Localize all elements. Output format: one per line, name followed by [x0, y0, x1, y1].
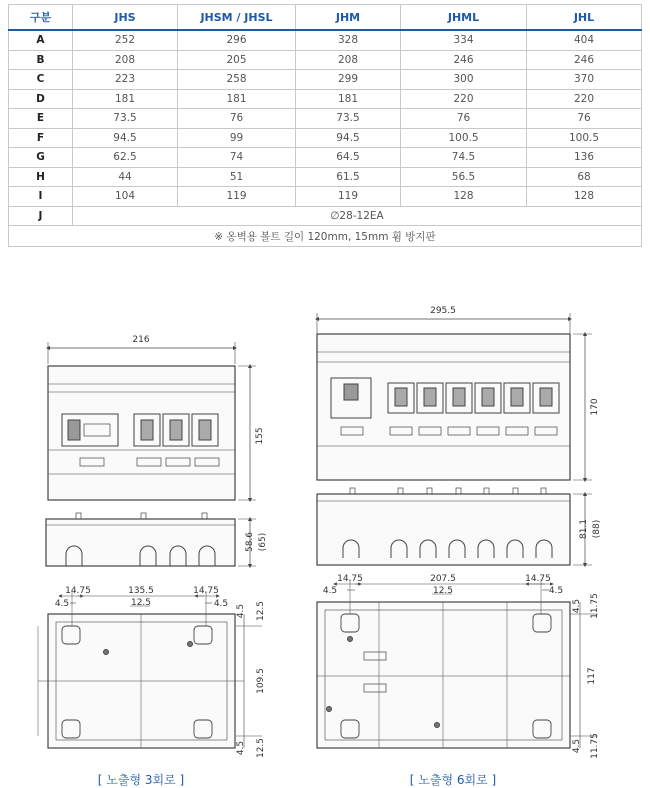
- table-note: ※ 옹벽용 볼트 길이 120mm, 15mm 휨 방지판: [9, 226, 642, 247]
- table-cell: 252: [73, 30, 178, 50]
- panel-back-view: [317, 602, 570, 748]
- table-cell: 128: [401, 187, 527, 207]
- table-cell: 62.5: [73, 148, 178, 168]
- dim-bot-a: 4.5: [236, 740, 246, 756]
- dim-top-b: 12.5: [256, 600, 266, 622]
- table-cell: 181: [296, 89, 401, 109]
- table-cell: 246: [401, 50, 527, 70]
- table-row: [9, 167, 642, 187]
- dim-slot-mid: 12.5: [432, 586, 454, 596]
- table-cell-merged: ∅28-12EA: [73, 206, 642, 226]
- table-header-row: [9, 5, 642, 31]
- dim-depth: 58.6: [245, 531, 255, 553]
- row-key: E: [9, 109, 73, 129]
- table-cell: 76: [178, 109, 296, 129]
- dim-height: 155: [255, 427, 265, 445]
- table-cell: 208: [296, 50, 401, 70]
- table-cell: 136: [527, 148, 642, 168]
- row-key: F: [9, 128, 73, 148]
- dim-top-a: 4.5: [236, 603, 246, 619]
- table-cell: 220: [401, 89, 527, 109]
- header-cell: JHSM / JHSL: [178, 5, 296, 31]
- dim-width: 295.5: [430, 306, 456, 316]
- table-cell: 73.5: [73, 109, 178, 129]
- table-cell: 128: [527, 187, 642, 207]
- dim-width: 216: [132, 335, 150, 345]
- dim-top-a: 4.5: [572, 598, 582, 614]
- table-row: [9, 89, 642, 109]
- table-cell: 76: [401, 109, 527, 129]
- table-cell: 119: [178, 187, 296, 207]
- left-drawing: [38, 342, 262, 748]
- table-cell: 258: [178, 70, 296, 90]
- table-cell: 94.5: [73, 128, 178, 148]
- table-cell: 74: [178, 148, 296, 168]
- table-row: [9, 187, 642, 207]
- dim-bot-b: 12.5: [256, 737, 266, 759]
- table-cell: 61.5: [296, 167, 401, 187]
- table-cell: 68: [527, 167, 642, 187]
- dim-hole-right: 14.75: [525, 574, 551, 584]
- table-cell: 208: [73, 50, 178, 70]
- table-cell: 334: [401, 30, 527, 50]
- caption-6-circuit: [ 노출형 6회로 ]: [409, 773, 497, 787]
- dim-vert: 109.5: [256, 668, 266, 694]
- dim-hole-right: 14.75: [193, 586, 219, 596]
- header-cell: JHS: [73, 5, 178, 31]
- row-key: B: [9, 50, 73, 70]
- row-key: H: [9, 167, 73, 187]
- table-cell: 76: [527, 109, 642, 129]
- dim-hole-left: 14.75: [65, 586, 91, 596]
- table-cell: 246: [527, 50, 642, 70]
- table-cell: 300: [401, 70, 527, 90]
- table-cell: 74.5: [401, 148, 527, 168]
- table-row: [9, 30, 642, 50]
- caption-3-circuit: [ 노출형 3회로 ]: [97, 773, 185, 787]
- row-key: J: [9, 206, 73, 226]
- table-cell: 64.5: [296, 148, 401, 168]
- table-note-row: [9, 226, 642, 247]
- table-cell: 181: [73, 89, 178, 109]
- header-cell: JHM: [296, 5, 401, 31]
- table-cell: 100.5: [527, 128, 642, 148]
- dim-bot-b: 11.75: [590, 733, 600, 759]
- dim-top-b: 11.75: [590, 593, 600, 619]
- dim-height: 170: [590, 398, 600, 416]
- dim-offset-left: 4.5: [322, 586, 338, 596]
- table-cell: 73.5: [296, 109, 401, 129]
- table-cell: 104: [73, 187, 178, 207]
- header-cell: JHML: [401, 5, 527, 31]
- row-key: D: [9, 89, 73, 109]
- dim-depth-alt: (65): [258, 532, 268, 552]
- table-cell: 296: [178, 30, 296, 50]
- table-row: [9, 70, 642, 90]
- dim-offset-left: 4.5: [54, 599, 70, 609]
- table-cell: 223: [73, 70, 178, 90]
- table-cell: 100.5: [401, 128, 527, 148]
- table-cell: 220: [527, 89, 642, 109]
- dim-slot-mid: 12.5: [130, 598, 152, 608]
- row-key: G: [9, 148, 73, 168]
- table-cell: 328: [296, 30, 401, 50]
- dim-depth: 81.1: [579, 518, 589, 540]
- header-cell: 구분: [9, 5, 73, 31]
- dim-hole-mid: 135.5: [128, 586, 154, 596]
- dim-hole-left: 14.75: [337, 574, 363, 584]
- table-cell: 99: [178, 128, 296, 148]
- table-cell: 299: [296, 70, 401, 90]
- table-row: [9, 128, 642, 148]
- table-cell: 51: [178, 167, 296, 187]
- dim-offset-right: 4.5: [213, 599, 229, 609]
- table-cell: 119: [296, 187, 401, 207]
- dim-vert: 117: [587, 667, 597, 685]
- table-cell: 94.5: [296, 128, 401, 148]
- table-cell: 181: [178, 89, 296, 109]
- table-row-j: [9, 206, 642, 226]
- row-key: I: [9, 187, 73, 207]
- row-key: A: [9, 30, 73, 50]
- panel-side-view: [317, 494, 570, 565]
- table-cell: 370: [527, 70, 642, 90]
- table-cell: 404: [527, 30, 642, 50]
- table-cell: 56.5: [401, 167, 527, 187]
- table-cell: 44: [73, 167, 178, 187]
- dim-bot-a: 4.5: [572, 738, 582, 754]
- right-drawing: [317, 313, 598, 748]
- table-cell: 205: [178, 50, 296, 70]
- dim-depth-alt: (88): [592, 519, 602, 539]
- dim-hole-mid: 207.5: [430, 574, 456, 584]
- header-cell: JHL: [527, 5, 642, 31]
- row-key: C: [9, 70, 73, 90]
- spec-table: [8, 4, 642, 247]
- table-row: [9, 148, 642, 168]
- table-row: [9, 50, 642, 70]
- table-row: [9, 109, 642, 129]
- dim-offset-right: 4.5: [548, 586, 564, 596]
- dimension-drawings: [0, 296, 650, 788]
